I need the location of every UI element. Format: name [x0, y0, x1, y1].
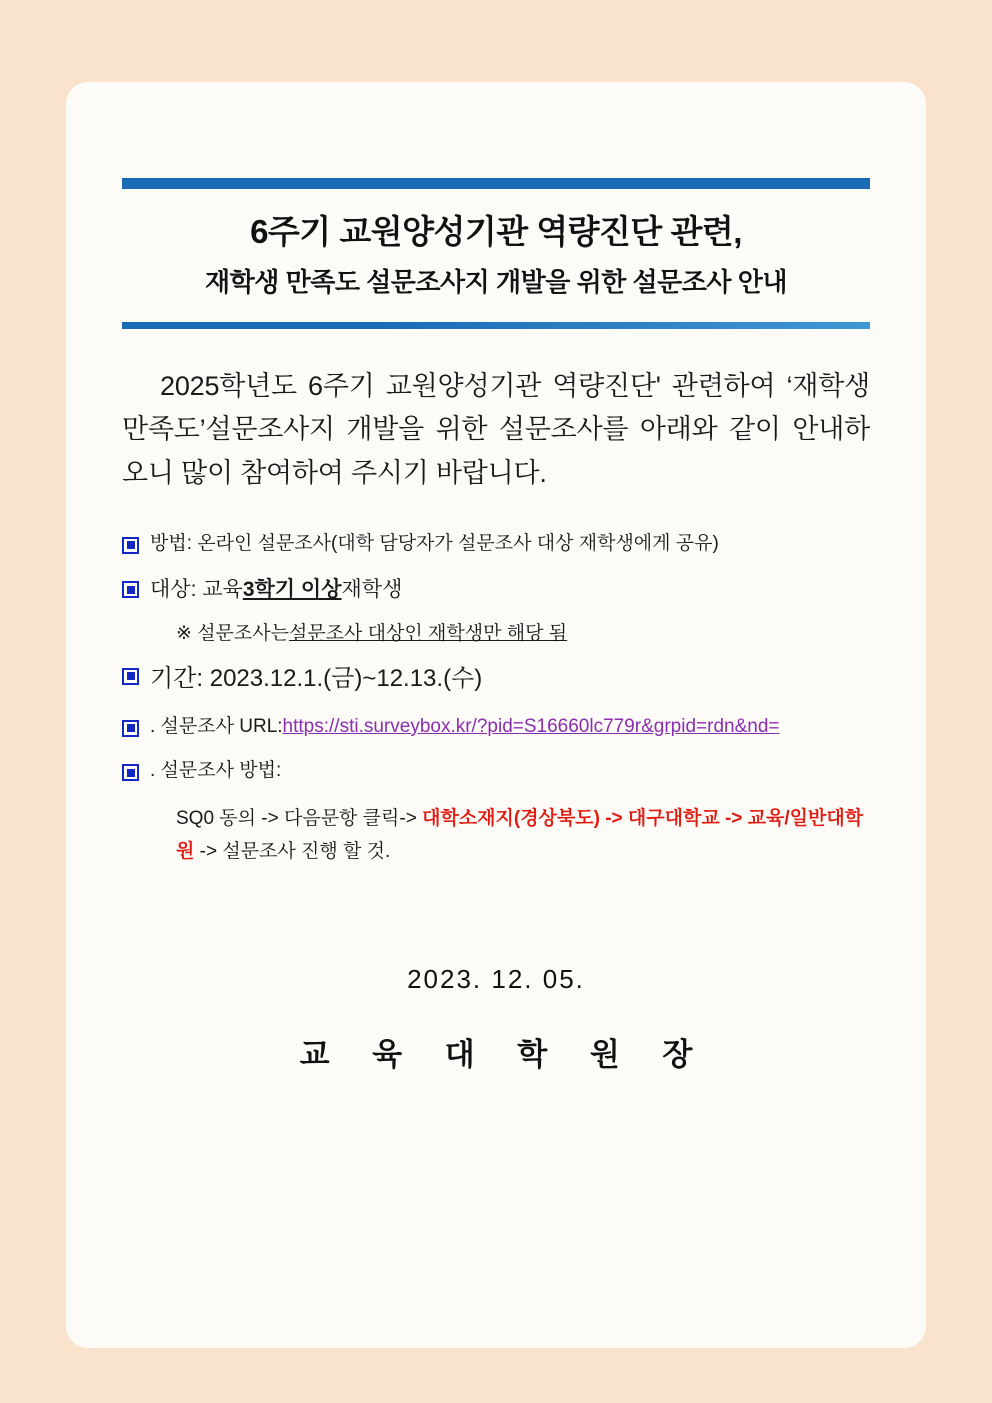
item-method-text	[150, 530, 719, 559]
signature-block	[122, 964, 870, 1074]
item-url-label: . 설문조사 URL:	[150, 715, 283, 737]
step-prefix: SQ0 동의 -> 다음문항 클릭->	[176, 807, 423, 829]
title-block	[122, 189, 870, 318]
item-period-value: 2023.12.1.(금)~12.13.(수)	[209, 664, 483, 692]
item-target-underlined: 3학기 이상	[242, 578, 342, 602]
item-survey-method	[122, 757, 870, 786]
item-target-label: 대상:	[150, 578, 203, 602]
intro-paragraph	[122, 365, 870, 496]
item-survey-url	[122, 713, 870, 742]
header-rule-bottom	[122, 322, 870, 329]
square-bullet-icon	[122, 720, 139, 737]
step-suffix: -> 설문조사 진행 할 것.	[194, 841, 391, 863]
note-mark: ※	[176, 622, 198, 644]
square-bullet-icon	[122, 668, 139, 685]
item-target	[122, 574, 870, 606]
item-method-label: 방법:	[150, 532, 198, 554]
item-target-note	[176, 618, 870, 645]
signature-date: 2023. 12. 05.	[407, 964, 585, 995]
item-method-value: 온라인 설문조사(대학 담당자가 설문조사 대상 재학생에게 공유)	[197, 532, 719, 554]
intro-text: 2025학년도 6주기 교원양성기관 역량진단' 관련하여 ‘재학생 만족도’설문조사지 개발을 위한 설문조사를 아래와 같이 안내하오니 많이 참여하여 주시기 바랍니다.	[122, 370, 870, 489]
header-rule-top	[122, 178, 870, 189]
signature-issuer: 교 육 대 학 원 장	[299, 1037, 710, 1073]
item-period-text	[150, 661, 482, 697]
square-bullet-icon	[122, 764, 139, 781]
page-title-line1: 6주기 교원양성기관 역량진단 관련,	[250, 213, 742, 250]
notice-items	[122, 530, 870, 869]
note-plain: 설문조사는	[197, 622, 289, 644]
square-bullet-icon	[122, 537, 139, 554]
survey-method-steps	[176, 802, 870, 869]
item-target-plain-2: 재학생	[341, 578, 403, 602]
square-bullet-icon	[122, 581, 139, 598]
item-survey-url-text	[150, 713, 780, 742]
note-underlined: 설문조사 대상인 재학생만 해당 됨	[288, 622, 568, 644]
item-target-text	[150, 574, 402, 606]
notice-page	[66, 82, 926, 1348]
survey-url-link[interactable]: https://sti.surveybox.kr/?pid=S16660lc779r&grpid=rdn&nd=	[282, 715, 780, 737]
item-period	[122, 661, 870, 697]
page-title-line2: 재학생 만족도 설문조사지 개발을 위한 설문조사 안내	[205, 266, 787, 297]
item-period-label: 기간:	[150, 664, 210, 692]
item-survey-method-label: . 설문조사 방법:	[150, 760, 282, 782]
item-method	[122, 530, 870, 559]
step-highlight: 대학소재지(경상북도) -> 대구대학교 -> 교육/일반대학원	[176, 807, 864, 863]
item-target-plain-1: 교육	[202, 578, 243, 602]
notice-content	[122, 178, 870, 1074]
